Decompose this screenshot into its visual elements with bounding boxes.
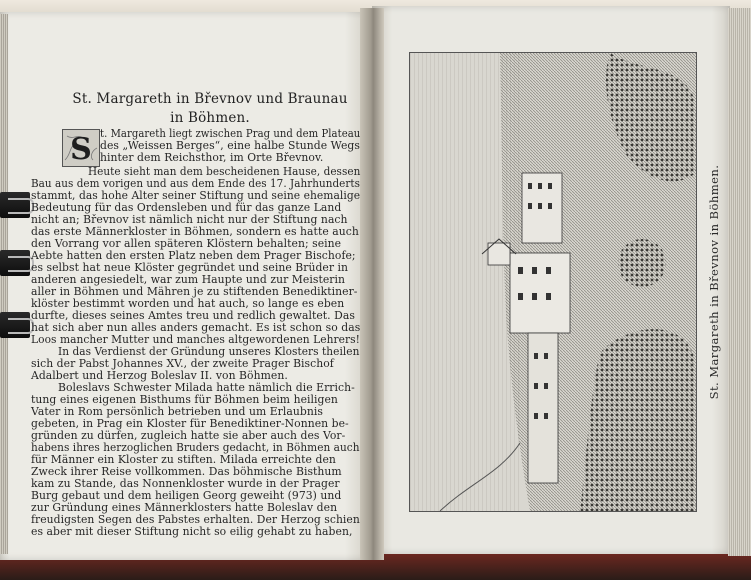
text-line: durfte, dieses seines Amtes treu und redlich gewaltet. Das [31,309,355,322]
binder-clip [0,246,34,280]
text-line: Bedeutung für das Ordensleben und für das ganze Land [31,201,342,214]
text-line: gründen zu dürfen, zugleich hatte sie aber auch des Vor- [31,429,346,442]
text-line: Aebte hatten den ersten Platz neben dem Prager Bischofe; [31,249,356,262]
text-line: kam zu Stande, das Nonnenkloster wurde in der Prager [31,477,340,490]
text-line: sich der Pabst Johannes XV., der zweite Prager Bischof [31,357,334,370]
text-line: Bau aus dem vorigen und aus dem Ende des 17. Jahrhunderts [31,177,360,190]
text-line: es selbst hat neue Klöster gegründet und seine Brüder in [31,261,349,274]
text-line: t. Margareth liegt zwischen Prag und dem Plateau [100,127,361,140]
text-line: Loos mancher Mutter und manches altgewordenen Lehrers! [31,333,360,346]
text-line: das erste Männerkloster in Böhmen, sondern es hatte auch [31,225,359,238]
text-line: Burg gebaut und dem heiligen Georg geweiht (973) und [31,489,342,502]
left-page-edges [0,14,8,554]
binder-clip [0,188,34,222]
chapter-heading-line2: in Böhmen. [170,110,250,126]
right-page-edges [728,8,751,556]
dropcap-letter: S [70,132,92,166]
book-gutter [360,8,384,560]
text-line: hat sich aber nun alles anders gemacht. Es ist schon so das [31,321,361,334]
text-line: anderen angesiedelt, war zum Haupte und zur Meisterin [31,273,345,286]
ornamental-initial-art [63,130,99,166]
text-line: es aber mit dieser Stiftung nicht so eilig gehabt zu haben, [31,525,353,538]
text-line: für Männer ein Kloster zu stiften. Milada erreichte den [31,453,336,466]
text-line: freudigsten Segen des Pabstes erhalten. Der Herzog schien [31,513,360,526]
plate-caption: St. Margareth in Břevnov in Böhmen. [707,164,721,400]
engraving-illustration [409,52,697,512]
text-line: zur Gründung eines Männerklosters hatte Boleslav den [31,501,338,514]
text-line: Vater in Rom persönlich betrieben und um Erlaubnis [31,405,323,418]
binder-clip [0,308,34,342]
text-line: aller in Böhmen und Mähren je zu stiftenden Benediktiner- [31,285,358,298]
text-line: Adalbert und Herzog Boleslav II. von Böhmen. [31,369,288,382]
text-line: stammt, das hohe Alter seiner Stiftung und seine ehemalige [31,189,361,202]
text-line: des „Weissen Berges“, eine halbe Stunde Wegs [100,139,360,152]
chapter-heading-line1: St. Margareth in Břevnov und Braunau [72,91,348,107]
text-line: Zweck ihrer Reise vollkommen. Das böhmische Bisthum [31,465,342,478]
monastery-engraving [410,53,696,511]
chapter-heading [58,90,362,128]
text-line: tung eines eigenen Bisthums für Böhmen beim heiligen [31,393,338,406]
text-line: In das Verdienst der Gründung unseres Klosters theilen [58,345,360,358]
text-line: den Vorrang vor allen späteren Klöstern behalten; seine [31,237,342,250]
text-line: habens ihres herzoglichen Bruders gedacht, in Böhmen auch [31,441,360,454]
text-line: gebeten, in Prag ein Kloster für Benediktiner-Nonnen be- [31,417,349,430]
text-line: nicht an; Břevnov ist nämlich nicht nur der Stiftung nach [31,213,348,226]
text-line: Boleslavs Schwester Milada hatte nämlich die Errich- [58,381,355,394]
text-line: klöster bestimmt worden und hat auch, so lange es eben [31,297,345,310]
text-line: hinter dem Reichsthor, im Orte Břevnov. [100,151,324,164]
text-line: Heute sieht man dem bescheidenen Hause, dessen [88,165,361,178]
ornamental-initial [62,129,100,167]
